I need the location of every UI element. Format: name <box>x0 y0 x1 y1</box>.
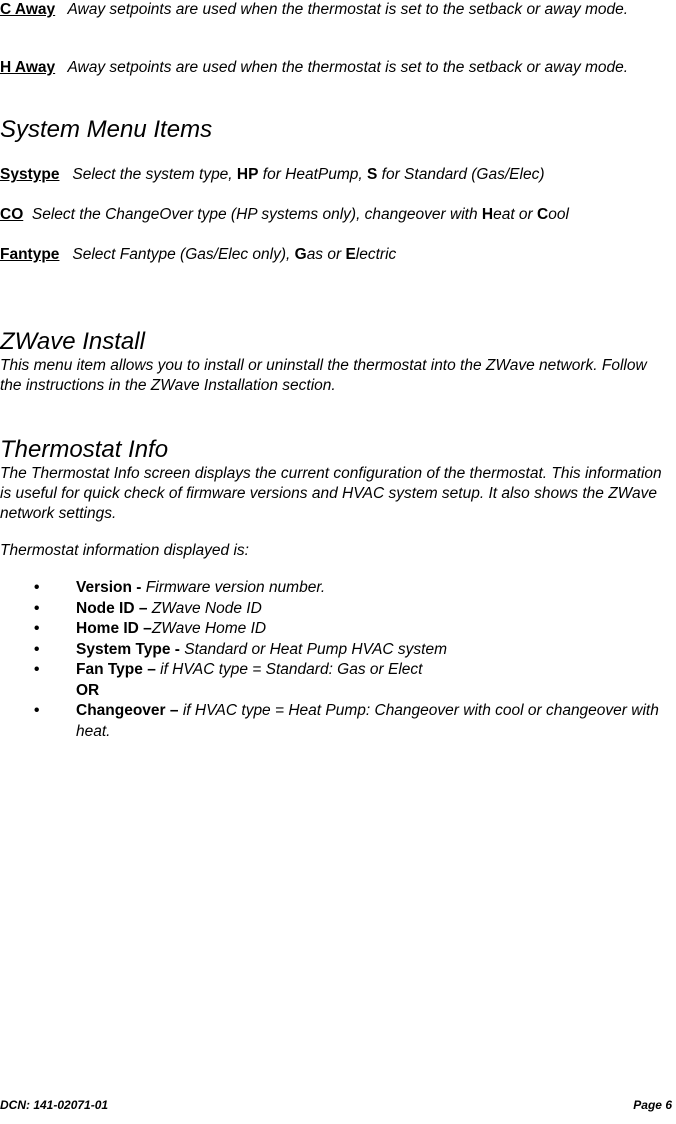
list-item-label: Fan Type – <box>76 661 161 678</box>
list-item-label: System Type - <box>76 640 185 658</box>
c-away-description: Away setpoints are used when the thermostat is set to the setback or away mode. <box>67 1 629 18</box>
systype-text-2: for HeatPump, <box>258 166 368 183</box>
list-item-label: Home ID – <box>76 620 152 637</box>
list-item-text: if HVAC type = Standard: Gas or Elect <box>160 661 423 678</box>
fantype-entry <box>0 245 670 265</box>
list-item-label: Version - <box>76 579 146 596</box>
footer-dcn: DCN: 141-02071-01 <box>0 1098 109 1112</box>
systype-text-3: for Standard (Gas/Elec) <box>377 166 545 183</box>
footer-page-number: Page 6 <box>633 1098 672 1112</box>
zwave-install-heading: ZWave Install <box>0 328 145 355</box>
list-item-text: ZWave Node ID <box>151 599 262 617</box>
systype-key-hp: HP <box>236 166 259 183</box>
co-text-2: eat or <box>493 206 538 223</box>
systype-entry <box>0 165 670 185</box>
h-away-entry <box>0 58 670 78</box>
co-text-3: ool <box>548 206 569 223</box>
list-item-fan-type <box>0 660 676 701</box>
fantype-term: Fantype <box>0 246 60 263</box>
list-item-version <box>0 578 676 599</box>
thermostat-info-list <box>0 578 676 742</box>
list-item-text: ZWave Home ID <box>151 620 267 637</box>
c-away-entry <box>0 0 670 20</box>
thermostat-info-intro: Thermostat information displayed is: <box>0 542 249 559</box>
system-menu-heading: System Menu Items <box>0 116 213 143</box>
fantype-text-1: Select Fantype (Gas/Elec only), <box>72 246 295 263</box>
h-away-term: H Away <box>0 59 56 76</box>
list-item-text: Firmware version number. <box>145 579 326 596</box>
bullet-icon: • <box>34 661 40 678</box>
list-item-label: Node ID – <box>76 599 152 617</box>
co-entry <box>0 205 670 225</box>
or-label: OR <box>76 681 100 699</box>
fantype-key-g: G <box>294 246 307 263</box>
bullet-icon: • <box>34 640 40 658</box>
list-item-home-id <box>0 619 676 640</box>
thermostat-info-body: The Thermostat Info screen displays the current configuration of the thermostat. This information is useful for quick check of firmware versions and HVAC system setup. It also shows the ZWave network settings. <box>0 465 662 522</box>
h-away-description: Away setpoints are used when the thermostat is set to the setback or away mode. <box>67 59 629 76</box>
list-item-node-id <box>0 599 676 620</box>
co-key-h: H <box>481 206 494 223</box>
fantype-key-e: E <box>345 246 356 263</box>
thermostat-info-heading: Thermostat Info <box>0 436 169 463</box>
systype-text-1: Select the system type, <box>72 166 237 183</box>
zwave-install-body: This menu item allows you to install or uninstall the thermostat into the ZWave network. Follow the instructions in the ZWave Installation section. <box>0 357 647 394</box>
list-item-system-type <box>0 640 676 661</box>
list-item-changeover <box>0 701 676 742</box>
list-item-text: if HVAC type = Heat Pump: Changeover with cool or changeover with heat. <box>76 702 659 740</box>
co-key-c: C <box>537 206 549 223</box>
fantype-text-3: lectric <box>355 246 397 263</box>
systype-term: Systype <box>0 166 60 183</box>
bullet-icon: • <box>34 599 40 617</box>
bullet-icon: • <box>34 579 40 596</box>
fantype-text-2: as or <box>306 246 346 263</box>
bullet-icon: • <box>34 620 40 637</box>
c-away-term: C Away <box>0 1 56 18</box>
list-item-text: Standard or Heat Pump HVAC system <box>184 640 448 658</box>
list-item-label: Changeover – <box>76 702 183 719</box>
co-text-1: Select the ChangeOver type (HP systems only), changeover with <box>31 206 482 223</box>
systype-key-s: S <box>367 166 378 183</box>
co-term: CO <box>0 206 24 223</box>
bullet-icon: • <box>34 702 40 719</box>
